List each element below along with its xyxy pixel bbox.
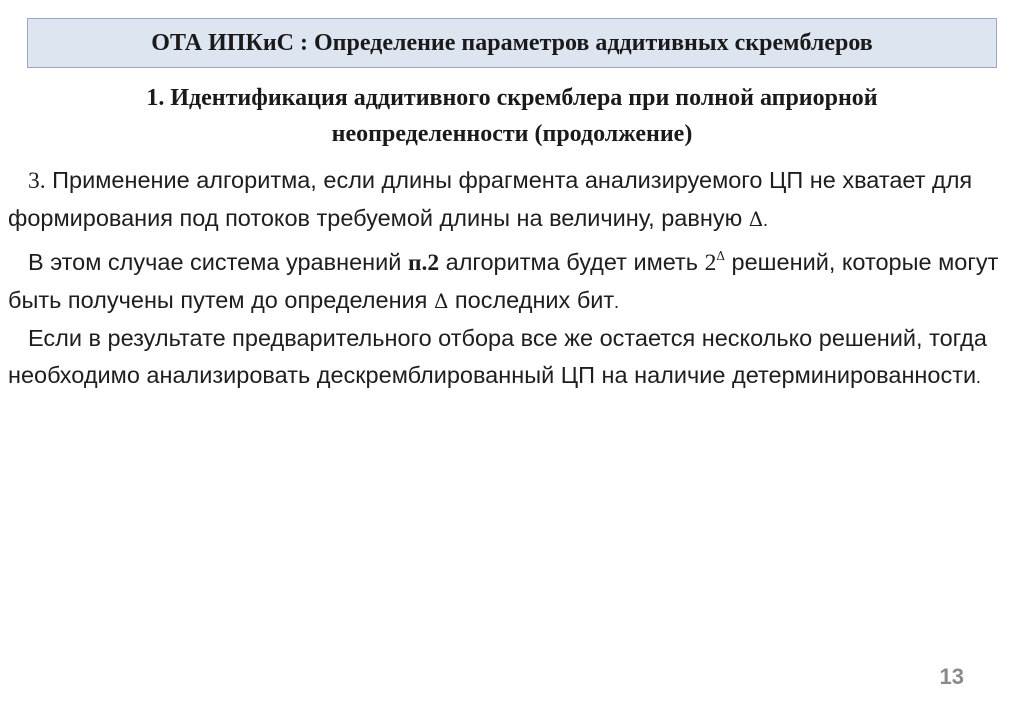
slide-title: ОТА ИПКиС : Определение параметров аддитивных скремблеров: [151, 29, 873, 56]
paragraph-2: [8, 238, 1014, 320]
paragraph-1-end: .: [763, 209, 768, 230]
paragraph-2-text-b: алгоритма будет иметь: [439, 249, 705, 275]
slide-header: [27, 18, 997, 68]
paragraph-1: [8, 162, 1014, 238]
paragraph-2-text-a: В этом случае система уравнений: [28, 249, 408, 275]
delta-symbol: Δ: [433, 288, 449, 313]
paragraph-2-end: .: [614, 291, 619, 312]
subtitle-line-2: неопределенности (продолжение): [331, 121, 693, 147]
slide-body: [8, 162, 1014, 395]
section-subtitle: [10, 80, 1014, 152]
algorithm-step-reference: п.2: [407, 250, 440, 276]
paragraph-number: 3.: [28, 168, 46, 194]
paragraph-1-text: Применение алгоритма, если длины фрагмента анализируемого ЦП не хватает для формирования под потоков требуемой длины на величину, равную: [8, 167, 973, 231]
paragraph-2-text-c: решений, которые могут быть получены путем до определения: [8, 249, 999, 313]
power-expression: [705, 250, 725, 276]
paragraph-3: [8, 320, 1014, 395]
subtitle-line-1: 1. Идентификация аддитивного скремблера при полной априорной: [146, 85, 878, 111]
paragraph-3-end: .: [976, 366, 981, 387]
delta-symbol: Δ: [748, 206, 764, 231]
paragraph-2-text-d: последних бит: [448, 286, 615, 313]
page-number: 13: [939, 664, 964, 689]
power-exponent: Δ: [716, 249, 725, 263]
paragraph-3-text: Если в результате предварительного отбора все же остается несколько решений, тогда необходимо анализировать дескремблированный ЦП на наличие детерминированности: [8, 325, 987, 388]
power-base: 2: [704, 250, 717, 276]
